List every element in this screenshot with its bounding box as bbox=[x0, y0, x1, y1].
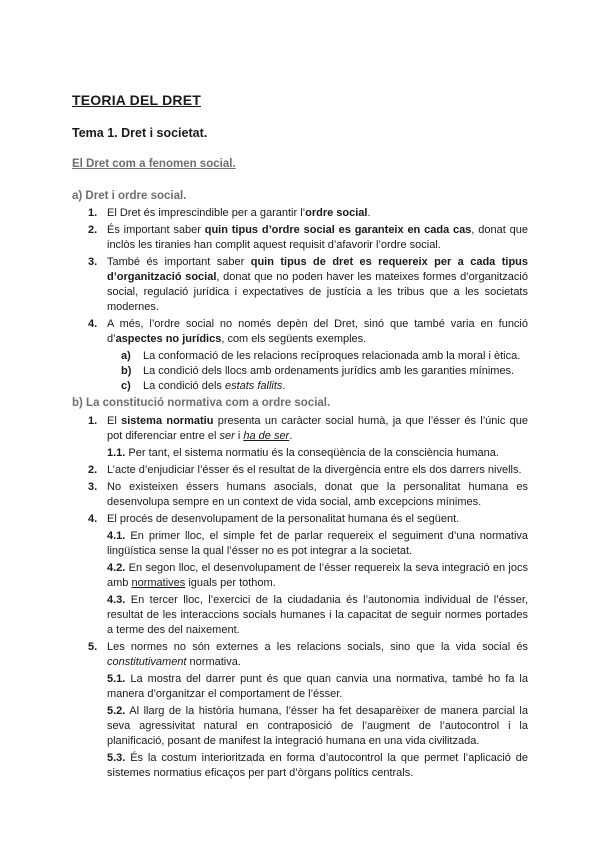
item-number: 5. bbox=[88, 641, 98, 653]
list-item: 4. El procés de desenvolupament de la personalitat humana és el següent. 4.1. En primer lloc, el simple fet de parlar requereix el seguiment d’una normativa lingüística sense la qual l’ésser no es pot integrar a la societat. 4.2. En segon lloc, el desenvolupament de l’ésser requereix la seva integració en jocs amb normatives iguals per tothom. 4.3. En tercer lloc, l’exercici de la ciudadania és l’autonomia individual de l’ésser, resultat de les interaccions socials humanes i la capacitat de seguir normes portades a terme des del naixement. bbox=[88, 513, 528, 636]
item-number: 4. bbox=[88, 513, 98, 525]
item-number: 3. bbox=[88, 256, 98, 268]
item-number: 3. bbox=[88, 481, 98, 493]
sub-paragraph: 5.1. La mostra del darrer punt és que quan canvia una normativa, també ho fa la manera d’organitzar el comportament de l’ésser. bbox=[107, 673, 528, 700]
sub-list-item: c) La condició dels estats fallits. bbox=[121, 380, 286, 392]
item-number: 2. bbox=[88, 224, 98, 236]
item-number: 1. bbox=[88, 415, 98, 427]
list-item: 1. El Dret és imprescindible per a garantir l’ordre social. bbox=[88, 207, 371, 219]
item-number: 1. bbox=[88, 207, 98, 219]
subsection-b-heading: b) La constitució normativa com a ordre social. bbox=[72, 397, 331, 409]
sub-list-item: a) La conformació de les relacions recíproques relacionada amb la moral i ètica. bbox=[121, 350, 521, 362]
section-heading: El Dret com a fenomen social. bbox=[72, 158, 236, 170]
sub-list-item: b) La condició dels llocs amb ordenaments jurídics amb les garanties mínimes. bbox=[121, 365, 515, 377]
sub-paragraph: 4.2. En segon lloc, el desenvolupament de l’ésser requereix la seva integració en jocs amb normatives iguals per tothom. bbox=[107, 562, 528, 589]
list-item: 5. Les normes no són externes a les relacions socials, sino que la vida social és constitutivament normativa. 5.1. La mostra del darrer punt és que quan canvia una normativa, també ho fa la manera d’organitzar el comportament de l’ésser. 5.2. Al llarg de la història humana, l’ésser ha fet desaparèixer de manera parcial la seva agressivitat natural en contraposició de l’augment de l’autocontrol i la planificació, posant de manifest la integració humana en una vida civilitzada. 5.3. És la costum interioritzada en forma d’autocontrol la que permet l’aplicació de sistemes normatius eficaços per part d’òrgans polítics centrals. bbox=[88, 641, 528, 779]
sub-list bbox=[107, 349, 528, 394]
sub-paragraph: 1.1. Per tant, el sistema normatiu és la conseqüència de la consciència humana. bbox=[107, 447, 499, 459]
list-item: 3. No existeixen éssers humans asocials, donat que la personalitat humana es desenvolupa sempre en un context de vida social, amb excepcions mínimes. bbox=[88, 481, 528, 508]
sub-paragraph: 5.2. Al llarg de la història humana, l’ésser ha fet desaparèixer de manera parcial la seva agressivitat natural en contraposició de l’augment de l’autocontrol i la planificació, posant de manifest la integració humana en una vida civilitzada. bbox=[107, 705, 528, 747]
list-item: 1. El sistema normatiu presenta un caràcter social humà, ja que l’ésser és l’únic que pot diferenciar entre el ser i ha de ser. 1.1. Per tant, el sistema normatiu és la conseqüència de la consciència humana. bbox=[88, 415, 528, 459]
sub-paragraph: 4.1. En primer lloc, el simple fet de parlar requereix el seguiment d’una normativa lingüística sense la qual l’ésser no es pot integrar a la societat. bbox=[107, 530, 528, 557]
sub-paragraph: 4.3. En tercer lloc, l’exercici de la ciudadania és l’autonomia individual de l’ésser, resultat de les interaccions socials humanes i la capacitat de seguir normes portades a terme des del naixement. bbox=[107, 594, 528, 636]
subsection-a-list bbox=[72, 206, 528, 396]
item-number: 4. bbox=[88, 318, 98, 330]
list-item: 3. També és important saber quin tipus de dret es requereix per a cada tipus d’organització social, donat que no poden haver les mateixes formes d’organització social, regulació jurídica i expectatives de justícia a les tribus que a les societats modernes. bbox=[88, 256, 528, 313]
page-title: TEORIA DEL DRET bbox=[72, 92, 202, 108]
subsection-b-list bbox=[72, 414, 528, 783]
chapter-heading: Tema 1. Dret i societat. bbox=[72, 126, 208, 140]
list-item: 2. L’acte d’enjudiciar l’ésser és el resultat de la divergència entre els dos darrers nivells. bbox=[88, 464, 522, 476]
list-item: 2. És important saber quin tipus d’ordre social es garanteix en cada cas, donat que inclòs les tiranies han complit aquest requisit d’afavorir l’ordre social. bbox=[88, 224, 528, 251]
list-item: 4. A més, l’ordre social no només depèn del Dret, sinó que també varia en funció d’aspectes no jurídics, com els següents exemples. a) La conformació de les relacions recíproques relacionada amb la moral i ètica. b) La condició dels llocs amb ordenaments jurídics amb les garanties mínimes. c) La condició dels estats fallits. bbox=[88, 318, 528, 392]
subsection-a-heading: a) Dret i ordre social. bbox=[72, 190, 187, 202]
item-number: 2. bbox=[88, 464, 98, 476]
sub-paragraph: 5.3. És la costum interioritzada en forma d’autocontrol la que permet l’aplicació de sistemes normatius eficaços per part d’òrgans polítics centrals. bbox=[107, 752, 528, 779]
